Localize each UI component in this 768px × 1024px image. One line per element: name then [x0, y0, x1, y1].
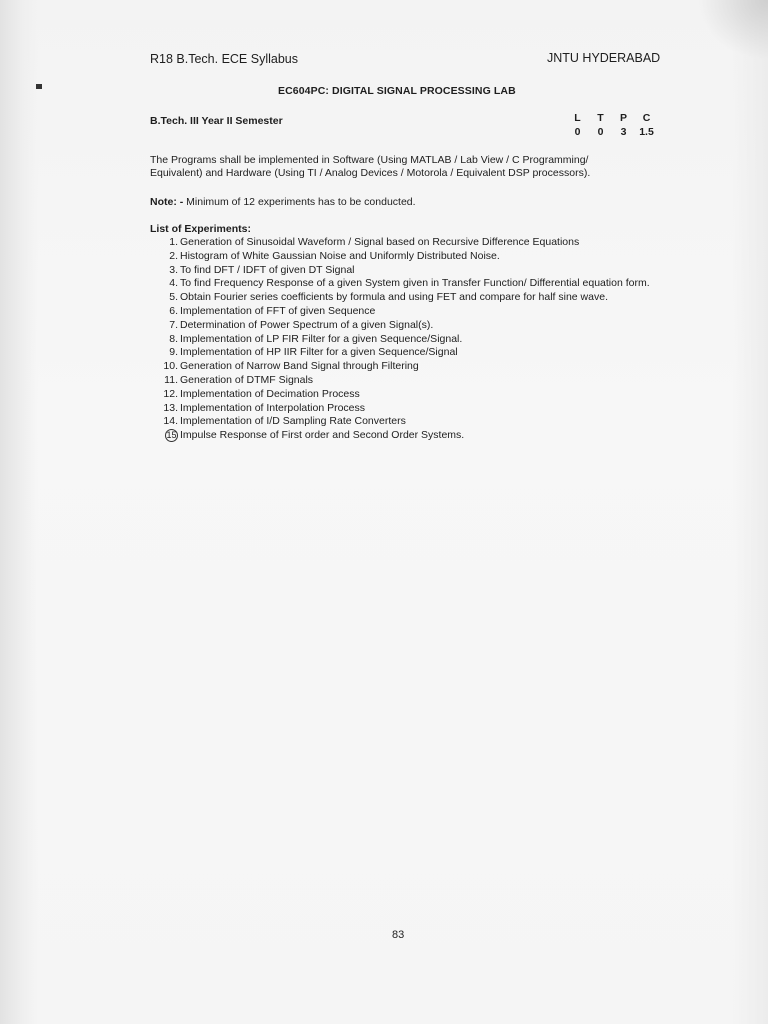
list-item — [150, 333, 650, 347]
item-number: 1. — [169, 236, 178, 248]
item-number: 12. — [163, 387, 178, 400]
circled-number: 15 — [166, 430, 177, 441]
margin-mark — [36, 84, 42, 89]
item-text: To find DFT / IDFT of given DT Signal — [180, 263, 355, 276]
item-text: Implementation of I/D Sampling Rate Converters — [180, 415, 406, 428]
scan-shadow-left — [0, 0, 38, 1024]
header-university: JNTU HYDERABAD — [547, 51, 661, 65]
item-text: Obtain Fourier series coefficients by formula and using FET and compare for half sine wave. — [180, 291, 608, 304]
item-text: To find Frequency Response of a given System given in Transfer Function/ Differential equation form. — [180, 277, 650, 290]
item-text: Determination of Power Spectrum of a given Signal(s). — [180, 318, 434, 331]
item-text: Implementation of LP FIR Filter for a given Sequence/Signal. — [180, 332, 463, 345]
ltpc-header: T — [597, 112, 604, 124]
item-text: Generation of Narrow Band Signal through Filtering — [180, 360, 419, 373]
ltpc-header: C — [642, 112, 651, 124]
scan-shadow-right — [732, 0, 768, 1024]
list-item — [150, 360, 650, 374]
list-item — [150, 236, 650, 250]
header-syllabus-name: R18 B.Tech. ECE Syllabus — [150, 52, 298, 66]
item-number: 9. — [169, 346, 178, 359]
item-number: 2. — [169, 249, 178, 262]
item-text: Implementation of Decimation Process — [180, 387, 360, 400]
scan-shadow-corner — [698, 0, 768, 60]
list-item — [150, 346, 650, 360]
item-number — [150, 429, 180, 443]
item-text: Generation of Sinusoidal Waveform / Signal based on Recursive Difference Equations — [180, 236, 580, 248]
list-item — [150, 264, 650, 278]
ltpc-value: 3 — [620, 126, 627, 138]
intro-paragraph: The Programs shall be implemented in Software (Using MATLAB / Lab View / C Programming/ Equivalent) and Hardware (Using TI / Analog Devices / Motorola / Equivalent DSP processors). — [150, 154, 591, 179]
item-text: Impulse Response of First order and Second Order Systems. — [180, 429, 465, 442]
item-number: 13. — [163, 401, 178, 414]
list-item — [150, 374, 650, 388]
item-number: 6. — [169, 304, 178, 317]
item-number: 8. — [169, 332, 178, 345]
ltpc-value-row — [566, 126, 658, 138]
ltpc-value: 1.5 — [639, 126, 654, 138]
list-item — [150, 305, 650, 319]
list-item — [150, 250, 650, 264]
ltpc-header-row — [566, 112, 658, 124]
item-text: Generation of DTMF Signals — [180, 373, 314, 386]
list-item — [150, 277, 650, 291]
item-text: Implementation of HP IIR Filter for a given Sequence/Signal — [180, 346, 458, 359]
ltpc-value: 0 — [597, 126, 604, 138]
item-number: 3. — [169, 263, 178, 276]
course-title: EC604PC: DIGITAL SIGNAL PROCESSING LAB — [278, 85, 516, 97]
item-number: 14. — [163, 415, 178, 428]
item-text: Implementation of Interpolation Process — [180, 401, 366, 414]
list-item — [150, 429, 650, 443]
note-label: Note: - — [150, 196, 184, 208]
item-number: 7. — [169, 318, 178, 331]
ltpc-value: 0 — [574, 126, 581, 138]
semester-label: B.Tech. III Year II Semester — [150, 115, 283, 127]
item-number: 10. — [163, 360, 178, 373]
list-item — [150, 402, 650, 416]
list-item — [150, 388, 650, 402]
experiments-list — [150, 236, 650, 443]
note-text: Minimum of 12 experiments has to be conducted. — [186, 196, 416, 208]
experiments-heading: List of Experiments: — [150, 223, 251, 235]
ltpc-header: L — [574, 112, 581, 124]
note-line — [150, 196, 416, 208]
list-item — [150, 319, 650, 333]
item-number: 11. — [164, 373, 178, 386]
item-number: 4. — [169, 277, 178, 290]
item-text: Implementation of FFT of given Sequence — [180, 304, 376, 317]
page-number: 83 — [392, 929, 405, 941]
item-number: 5. — [169, 291, 178, 304]
ltpc-header: P — [619, 112, 627, 124]
list-item — [150, 415, 650, 429]
item-text: Histogram of White Gaussian Noise and Uniformly Distributed Noise. — [180, 249, 500, 262]
list-item — [150, 291, 650, 305]
ltpc-table — [566, 112, 658, 138]
